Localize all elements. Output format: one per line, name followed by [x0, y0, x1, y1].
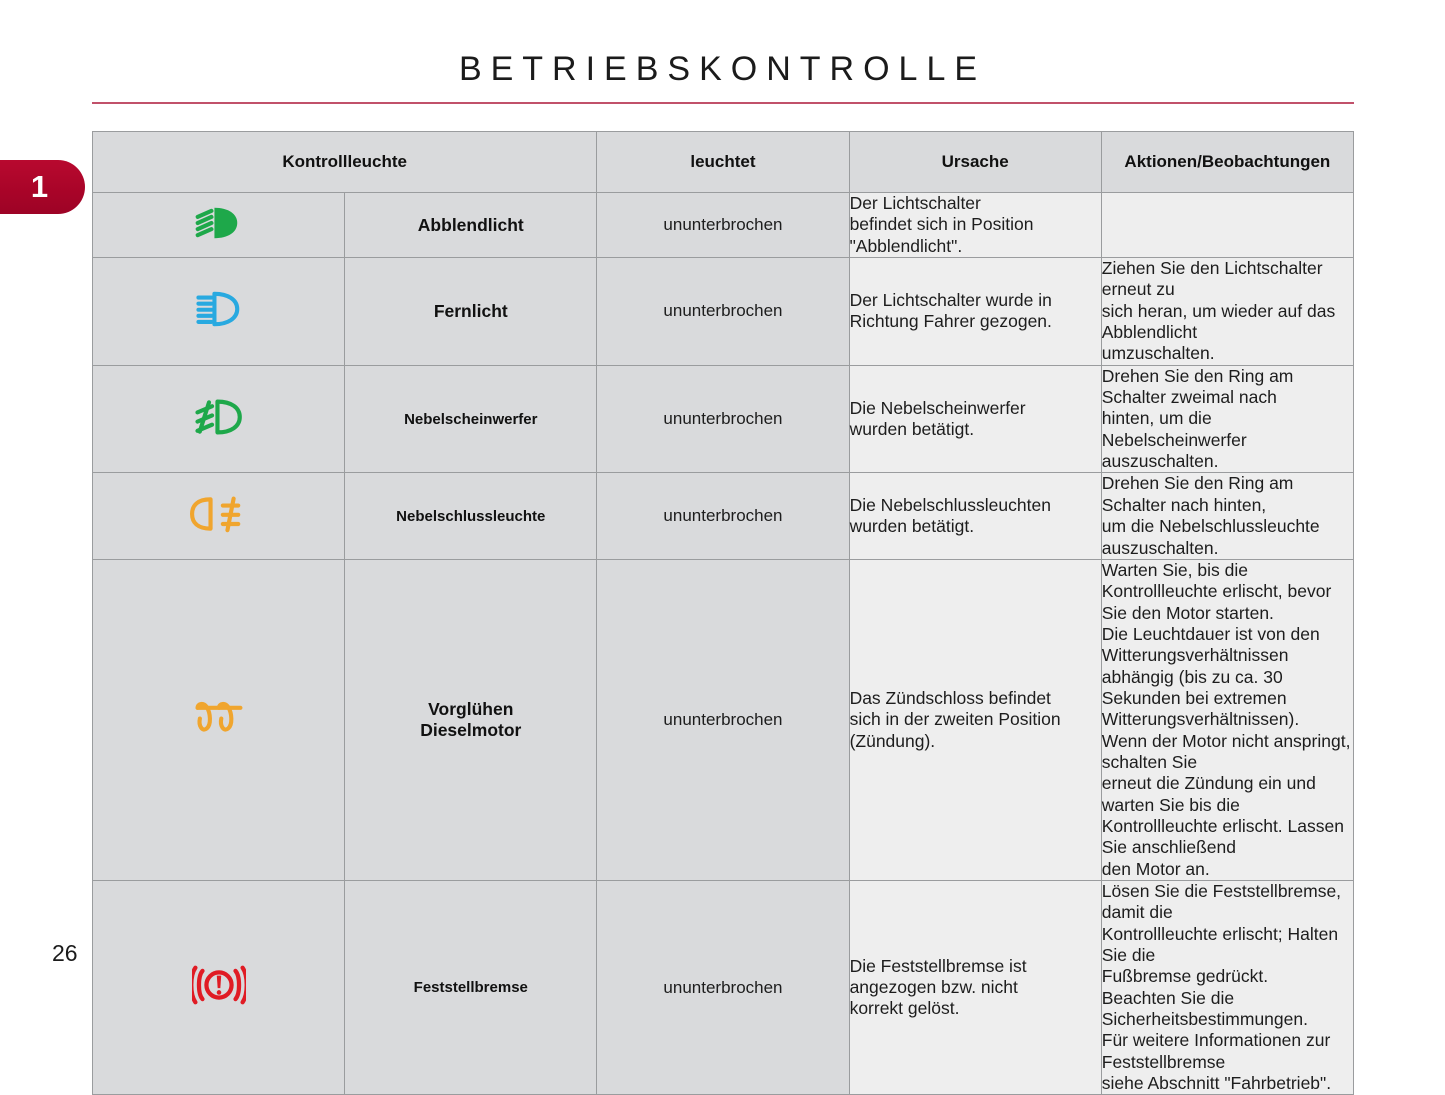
table-row	[93, 193, 1354, 258]
lit-state-cell: ununterbrochen	[597, 365, 849, 473]
cause-cell: Die Nebelscheinwerfer wurden betätigt.	[849, 365, 1101, 473]
diesel-glow-plug-preheating-icon	[193, 700, 245, 734]
table-row	[93, 473, 1354, 559]
action-paragraph: Lösen Sie die Feststellbremse, damit die Kontrollleuchte erlischt; Halten Sie die Fußbremse gedrückt.	[1101, 881, 1342, 987]
indicator-name-cell: Feststellbremse	[345, 881, 597, 1095]
indicator-name-cell: Nebelschlussleuchte	[345, 473, 597, 559]
column-header-lit: leuchtet	[597, 132, 849, 193]
low-beam-headlight-icon	[191, 204, 247, 242]
chapter-number-tab: 1	[0, 160, 85, 214]
actions-cell	[1101, 258, 1353, 366]
table-header-row	[93, 132, 1354, 193]
indicator-icon-cell	[93, 193, 345, 258]
cause-cell: Der Lichtschalter befindet sich in Position "Abblendlicht".	[849, 193, 1101, 258]
actions-cell	[1101, 559, 1353, 880]
table-row	[93, 881, 1354, 1095]
front-fog-light-icon	[191, 397, 247, 437]
column-header-indicator: Kontrollleuchte	[93, 132, 597, 193]
indicator-icon-cell	[93, 473, 345, 559]
action-paragraph: Die Leuchtdauer ist von den Witterungsverhältnissen abhängig (bis zu ca. 30 Sekunden bei extremen Witterungsverhältnissen).	[1101, 623, 1320, 730]
table-row	[93, 559, 1354, 880]
indicator-icon-cell	[93, 365, 345, 473]
high-beam-headlight-icon	[191, 290, 247, 328]
title-divider-rule	[92, 102, 1354, 104]
cause-cell: Die Feststellbremse ist angezogen bzw. nicht korrekt gelöst.	[849, 881, 1101, 1095]
column-header-cause: Ursache	[849, 132, 1101, 193]
actions-cell	[1101, 881, 1353, 1095]
actions-cell	[1101, 365, 1353, 473]
lit-state-cell: ununterbrochen	[597, 559, 849, 880]
action-paragraph: Für weitere Informationen zur Feststellbremse siehe Abschnitt "Fahrbetrieb".	[1101, 1030, 1332, 1094]
table-body	[93, 193, 1354, 1095]
table-row	[93, 365, 1354, 473]
actions-cell	[1101, 193, 1353, 258]
indicator-name-cell: Abblendlicht	[345, 193, 597, 258]
rear-fog-light-icon	[190, 494, 248, 534]
page-number: 26	[52, 940, 78, 966]
indicator-icon-cell	[93, 258, 345, 366]
cause-cell: Die Nebelschlussleuchten wurden betätigt.	[849, 473, 1101, 559]
page-title: BETRIEBSKONTROLLE	[458, 50, 987, 88]
lit-state-cell: ununterbrochen	[597, 193, 849, 258]
column-header-actions: Aktionen/Beobachtungen	[1101, 132, 1353, 193]
cause-cell: Der Lichtschalter wurde in Richtung Fahrer gezogen.	[849, 258, 1101, 366]
indicator-name-cell: Vorglühen Dieselmotor	[345, 559, 597, 880]
action-paragraph: Wenn der Motor nicht anspringt, schalten Sie erneut die Zündung ein und warten Sie bis die Kontrollleuchte erlischt. Lassen Sie anschließend den Motor an.	[1101, 730, 1351, 879]
indicator-name-cell: Fernlicht	[345, 258, 597, 366]
action-paragraph: Ziehen Sie den Lichtschalter erneut zu sich heran, um wieder auf das Abblendlicht umzuschalten.	[1101, 258, 1336, 364]
action-paragraph: Beachten Sie die Sicherheitsbestimmungen.	[1101, 987, 1308, 1030]
action-paragraph: Drehen Sie den Ring am Schalter nach hinten, um die Nebelschlussleuchte auszuschalten.	[1101, 473, 1320, 558]
actions-cell	[1101, 473, 1353, 559]
action-paragraph: Warten Sie, bis die Kontrollleuchte erlischt, bevor Sie den Motor starten.	[1101, 559, 1332, 623]
warning-lights-table	[92, 131, 1354, 1095]
indicator-icon-cell	[93, 881, 345, 1095]
indicator-name-cell: Nebelscheinwerfer	[345, 365, 597, 473]
parking-brake-warning-icon	[192, 963, 246, 1007]
lit-state-cell: ununterbrochen	[597, 258, 849, 366]
lit-state-cell: ununterbrochen	[597, 473, 849, 559]
lit-state-cell: ununterbrochen	[597, 881, 849, 1095]
cause-cell: Das Zündschloss befindet sich in der zweiten Position (Zündung).	[849, 559, 1101, 880]
indicator-icon-cell	[93, 559, 345, 880]
action-paragraph: Drehen Sie den Ring am Schalter zweimal nach hinten, um die Nebelscheinwerfer auszuschalten.	[1101, 365, 1294, 472]
table-row	[93, 258, 1354, 366]
